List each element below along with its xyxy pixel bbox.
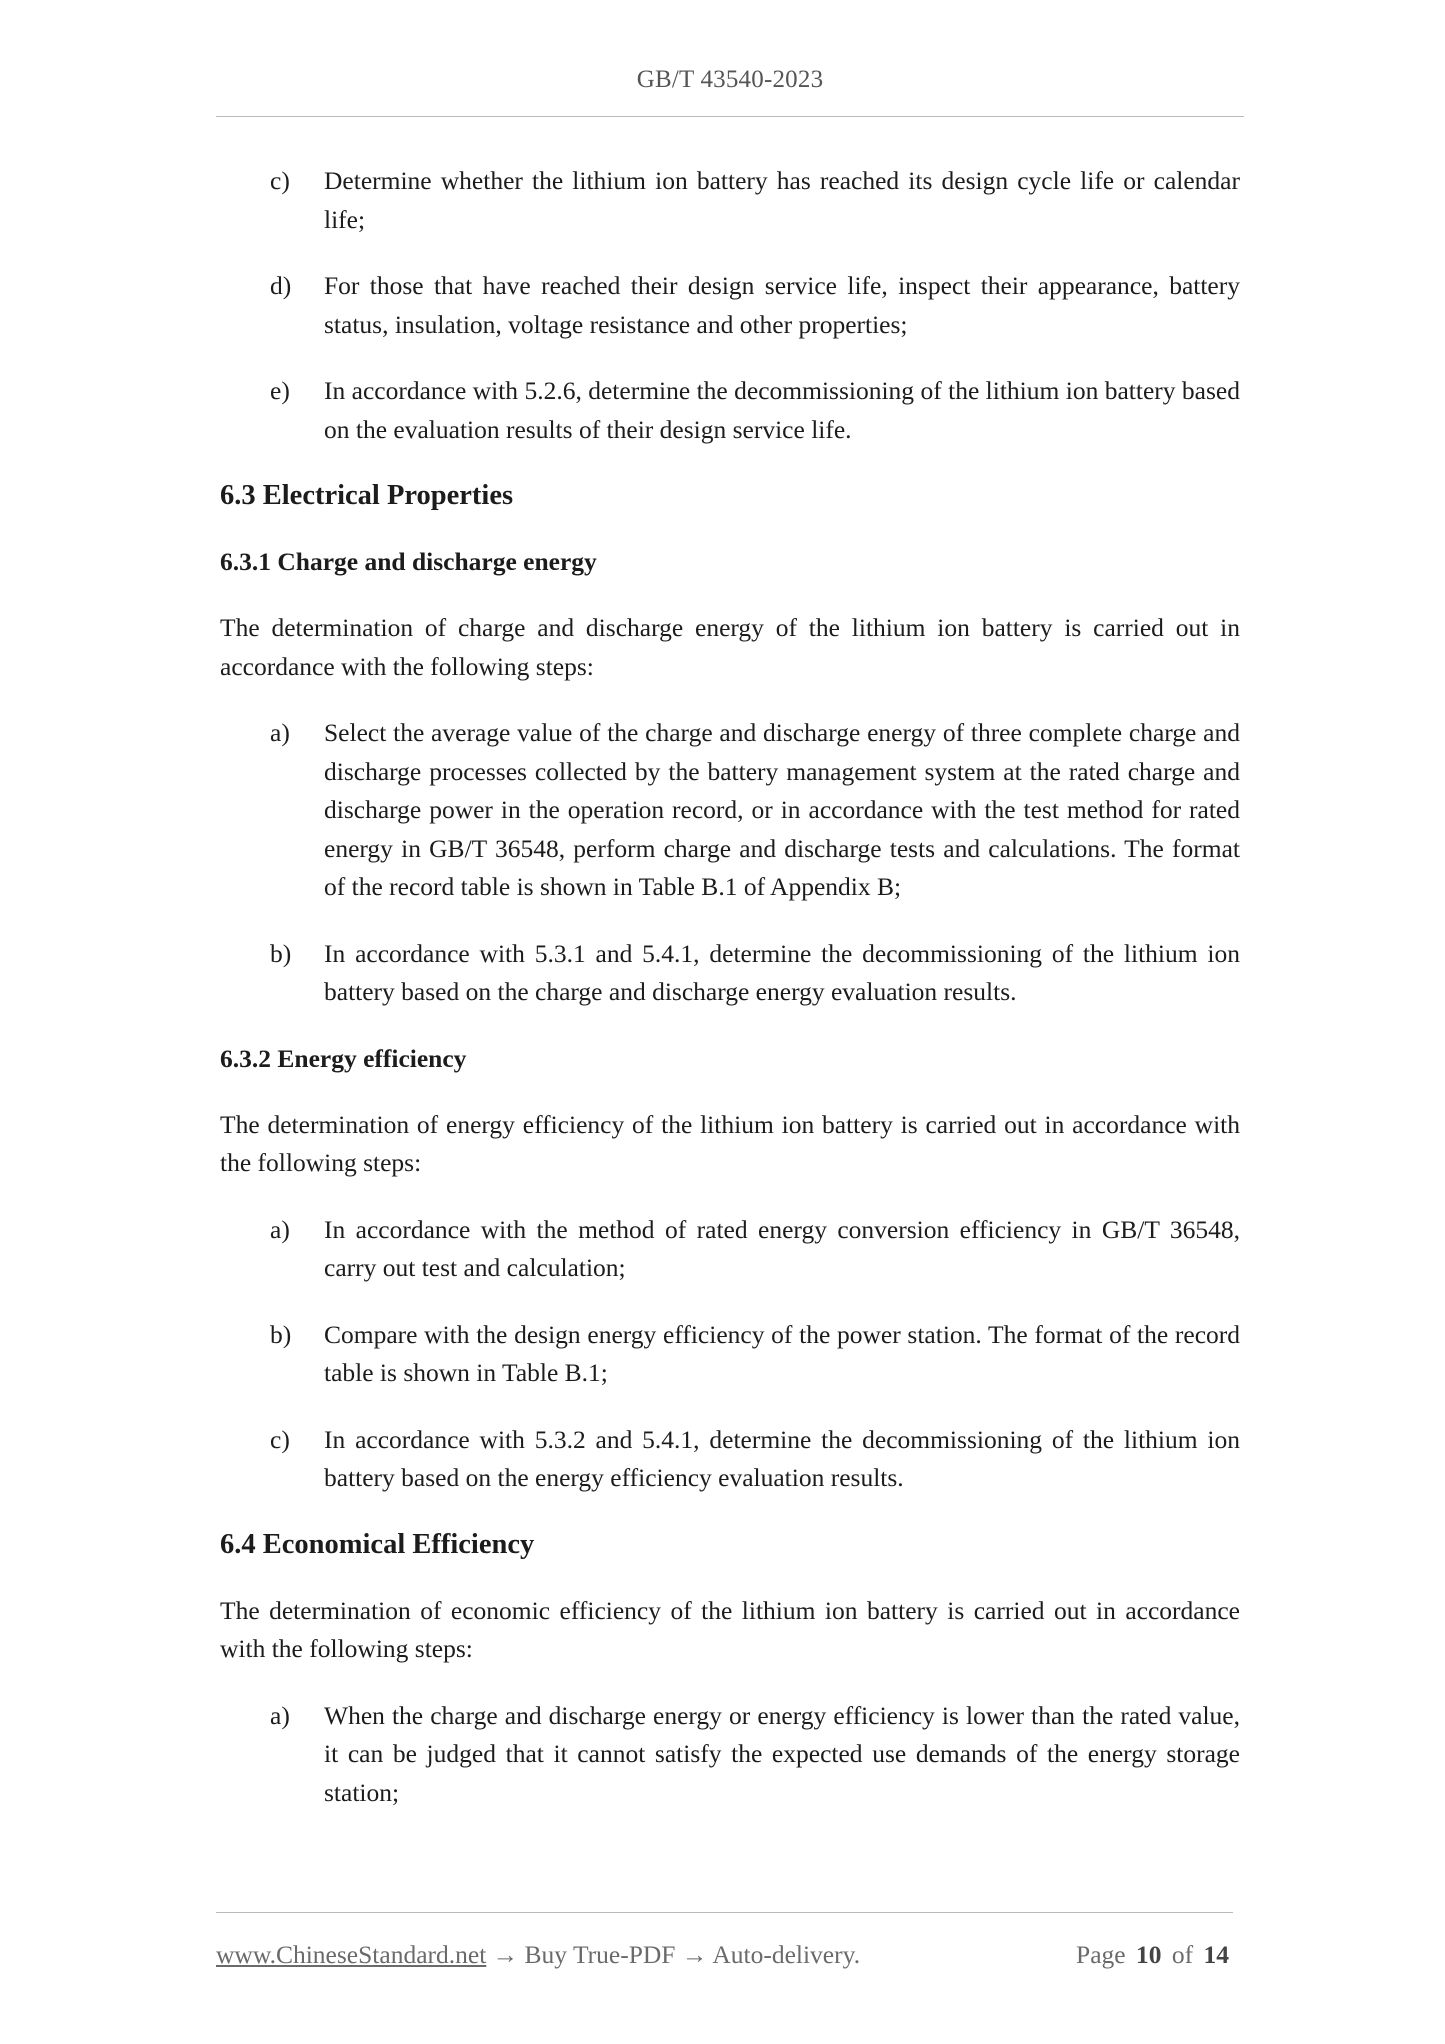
list-item-label: b) [270,1319,292,1349]
list-item [270,372,1240,449]
list-item-text: For those that have reached their design service life, inspect their appearance, battery status, insulation, voltage resistance and other properties; [324,271,1240,339]
page-label: Page [1076,1940,1126,1969]
list-item [270,1697,1240,1813]
section-heading-6-4: 6.4 Economical Efficiency [220,1528,535,1560]
list-item-label: a) [270,1700,290,1730]
list-item-label: c) [270,1424,290,1454]
document-header: GB/T 43540-2023 [636,66,824,93]
arrow-right-icon: → [492,1940,519,1969]
list-item-text: When the charge and discharge energy or energy efficiency is lower than the rated value, it can be judged that it cannot satisfy the expected use demands of the energy storage station; [324,1700,1240,1807]
of-label: of [1171,1940,1194,1969]
site-link[interactable]: www.ChineseStandard.net [216,1940,487,1969]
list-item-text: In accordance with 5.2.6, determine the decommissioning of the lithium ion battery based on the evaluation results of their design service life. [324,376,1240,444]
list-item-label: e) [270,376,290,405]
arrow-right-icon: → [681,1940,708,1969]
list-item [270,162,1240,239]
subsection-heading-6-3-2: 6.3.2 Energy efficiency [220,1043,467,1073]
paragraph: The determination of economic efficiency of the lithium ion battery is carried out in accordance with the following steps: [220,1595,1240,1663]
paragraph: The determination of charge and discharge energy of the lithium ion battery is carried out in accordance with the following steps: [220,613,1240,681]
page-footer [216,1935,1233,1975]
paragraph: The determination of energy efficiency of the lithium ion battery is carried out in accordance with the following steps: [220,1109,1240,1177]
header-divider [216,116,1244,117]
page-content [220,162,1240,1840]
list-item-label: d) [270,271,292,300]
list-item-label: c) [270,166,290,195]
list-item-label: a) [270,1214,290,1244]
subsection-heading-6-3-1: 6.3.1 Charge and discharge energy [220,547,597,576]
list-item [270,1211,1240,1288]
list-item-text: Determine whether the lithium ion battery has reached its design cycle life or calendar life; [324,166,1240,234]
list-item [270,714,1240,907]
page-indicator [1076,1940,1233,1970]
auto-delivery-text: Auto-delivery. [712,1940,861,1969]
footer-divider [216,1912,1233,1913]
page-number: 10 [1136,1940,1162,1969]
list-item-label: b) [270,938,292,968]
list-item-text: In accordance with the method of rated energy conversion efficiency in GB/T 36548, carry out test and calculation; [324,1214,1240,1282]
list-item-text: Compare with the design energy efficiency of the power station. The format of the record table is shown in Table B.1; [324,1319,1240,1387]
buy-true-pdf-text: Buy True-PDF [524,1940,676,1969]
list-item-text: Select the average value of the charge and discharge energy of three complete charge and discharge processes collected by the battery management system at the rated charge and discharge power in the operation record, or in accordance with the test method for rated energy in GB/T 36548, perform charge and discharge tests and calculations. The format of the record table is shown in Table B.1 of Appendix B; [324,718,1240,901]
list-item-text: In accordance with 5.3.2 and 5.4.1, determine the decommissioning of the lithium ion battery based on the energy efficiency evaluation results. [324,1424,1240,1492]
list-item [270,935,1240,1012]
list-item [270,1316,1240,1393]
list-item [270,1421,1240,1498]
section-heading-6-3: 6.3 Electrical Properties [220,480,514,511]
list-item-label: a) [270,718,290,747]
page-total: 14 [1203,1940,1229,1969]
footer-promo [216,1940,860,1970]
list-item-text: In accordance with 5.3.1 and 5.4.1, determine the decommissioning of the lithium ion battery based on the charge and discharge energy evaluation results. [324,938,1240,1006]
list-item [270,267,1240,344]
